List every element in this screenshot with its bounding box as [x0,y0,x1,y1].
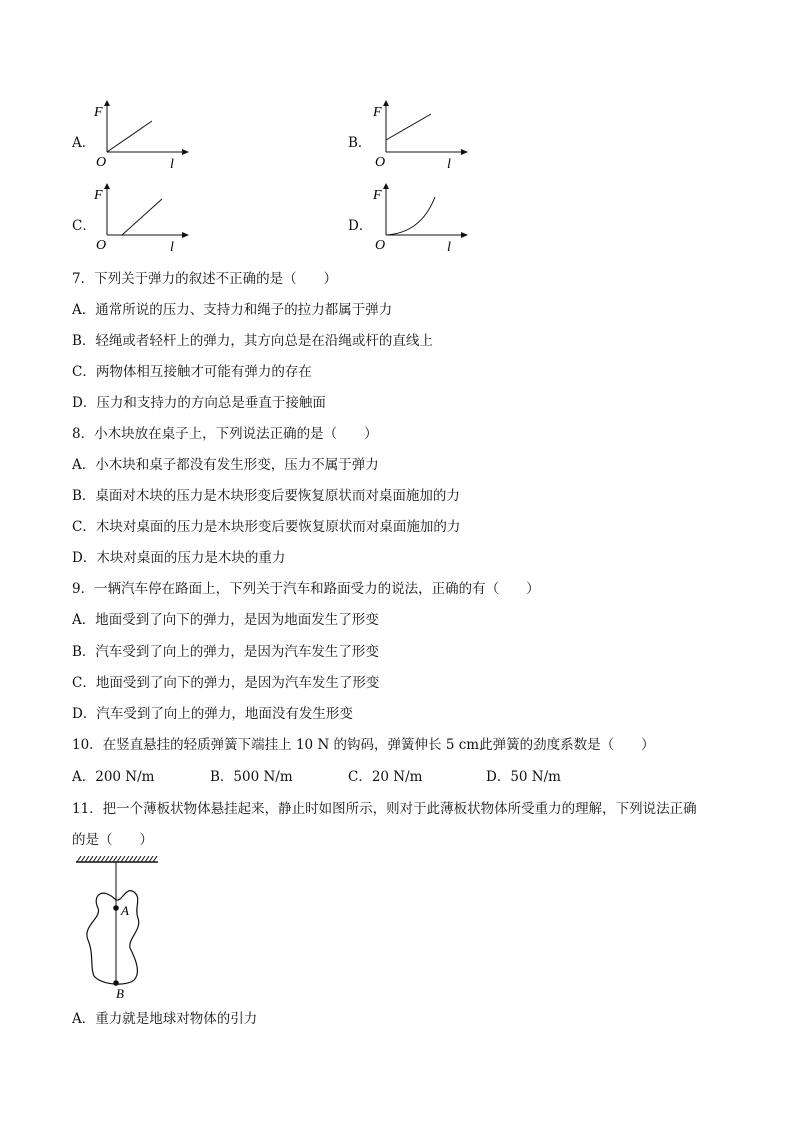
y-arrow-icon [383,100,389,106]
origin-label: O [375,238,386,253]
q9-stem: 9．一辆汽车停在路面上，下列关于汽车和路面受力的说法，正确的有（ ） [72,581,540,597]
y-axis-label: F [373,188,382,203]
y-axis-label: F [94,105,103,120]
graph-c [92,183,212,255]
y-axis-label: F [373,105,382,120]
x-axis-label: l [170,240,174,255]
graph-d-label: D． [348,218,373,234]
y-axis-label: F [94,188,103,203]
q7-option-c[interactable]: C．两物体相互接触才可能有弹力的存在 [72,364,312,380]
q9-option-c[interactable]: C．地面受到了向下的弹力，是因为汽车发生了形变 [72,675,380,691]
q7-stem: 7．下列关于弹力的叙述不正确的是（ ） [72,271,338,287]
q8-option-b[interactable]: B．桌面对木块的压力是木块形变后要恢复原状而对桌面施加的力 [72,488,460,504]
y-arrow-icon [104,100,110,106]
graph-d [371,183,491,255]
point-a-label: A [121,903,129,918]
point-a-dot [113,905,119,911]
x-axis-label: l [447,240,451,255]
q10-option-d[interactable]: D．50 N/m [486,769,561,785]
point-b-label: B [116,986,124,1001]
q8-option-a[interactable]: A．小木块和桌子都没有发生形变，压力不属于弹力 [72,457,379,473]
q9-option-d[interactable]: D．汽车受到了向上的弹力，地面没有发生形变 [72,706,353,722]
q8-stem: 8．小木块放在桌子上，下列说法正确的是（ ） [72,426,378,442]
graph-line [386,114,431,140]
q8-option-c[interactable]: C．木块对桌面的压力是木块形变后要恢复原状而对桌面施加的力 [72,519,461,535]
plate-outline [87,891,139,984]
graph-line [122,199,162,235]
x-arrow-icon [182,149,189,155]
q11-figure [72,856,172,1006]
x-arrow-icon [461,149,468,155]
graph-c-label: C． [72,218,96,234]
q8-option-d[interactable]: D．木块对桌面的压力是木块的重力 [72,550,286,566]
origin-label: O [375,155,386,170]
x-axis-label: l [170,157,174,172]
origin-label: O [96,238,107,253]
x-arrow-icon [182,232,189,238]
graph-b [371,100,491,172]
q7-option-b[interactable]: B．轻绳或者轻杆上的弹力，其方向总是在沿绳或杆的直线上 [72,333,433,349]
q9-option-a[interactable]: A．地面受到了向下的弹力，是因为地面发生了形变 [72,612,379,628]
q10-option-a[interactable]: A．200 N/m [72,769,155,785]
graph-curve [386,197,435,235]
graph-line [107,121,152,152]
q7-option-a[interactable]: A．通常所说的压力、支持力和绳子的拉力都属于弹力 [72,302,393,318]
ceiling-hatch [77,856,157,862]
q10-option-b[interactable]: B．500 N/m [210,769,293,785]
graph-b-label: B． [348,135,372,151]
graph-a-label: A． [72,135,96,151]
x-arrow-icon [461,232,468,238]
origin-label: O [96,155,107,170]
y-arrow-icon [104,183,110,189]
q11-option-a[interactable]: A．重力就是地球对物体的引力 [72,1011,258,1027]
q11-stem-line2: 的是（ ） [72,832,153,848]
x-axis-label: l [447,157,451,172]
q10-option-c[interactable]: C．20 N/m [348,769,423,785]
q7-option-d[interactable]: D．压力和支持力的方向总是垂直于接触面 [72,395,326,411]
point-b-dot [113,980,119,986]
y-arrow-icon [383,183,389,189]
q11-stem-line1: 11．把一个薄板状物体悬挂起来，静止时如图所示，则对于此薄板状物体所受重力的理解，下列说法正确 [72,801,697,817]
graph-a [92,100,212,172]
q10-stem: 10．在竖直悬挂的轻质弹簧下端挂上 10 N 的钩码，弹簧伸长 5 cm此弹簧的劲度系数是（ ） [72,737,655,753]
q9-option-b[interactable]: B．汽车受到了向上的弹力，是因为汽车发生了形变 [72,644,379,660]
q10-options [72,768,624,786]
